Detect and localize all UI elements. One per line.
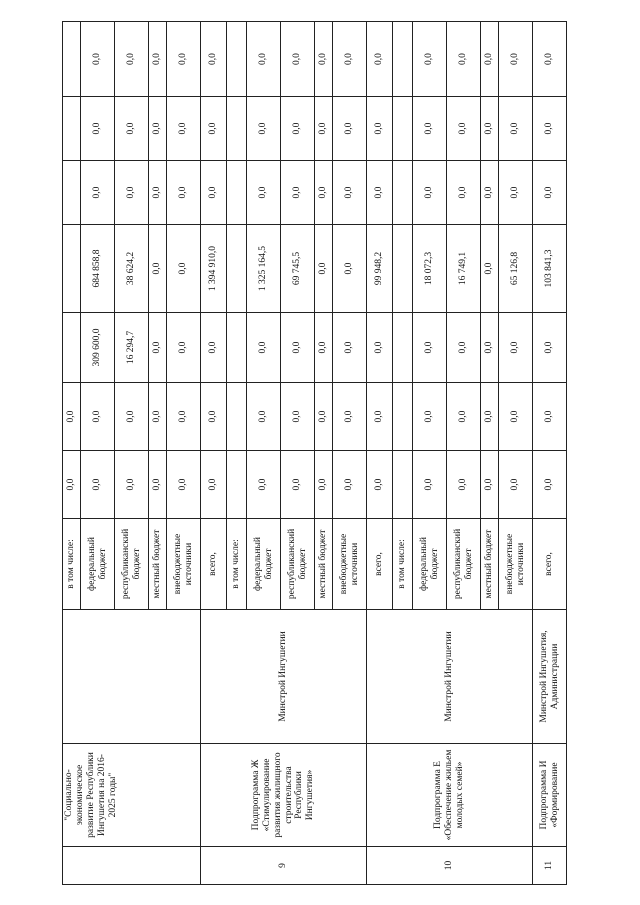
value-cell: 0,0: [247, 97, 281, 161]
value-cell: 0,0: [115, 22, 149, 97]
value-cell: [227, 97, 247, 161]
value-cell: 0,0: [315, 97, 333, 161]
value-cell: 0,0: [333, 22, 367, 97]
value-cell: 65 126,8: [499, 225, 533, 313]
value-cell: 0,0: [333, 313, 367, 383]
value-cell: 0,0: [413, 383, 447, 451]
value-cell: 0,0: [167, 451, 201, 519]
funding-source: всего,: [533, 519, 567, 610]
value-cell: 0,0: [281, 161, 315, 225]
value-cell: 0,0: [201, 22, 227, 97]
value-cell: [393, 313, 413, 383]
value-cell: 0,0: [367, 97, 393, 161]
value-cell: 0,0: [533, 313, 567, 383]
value-cell: 0,0: [81, 451, 115, 519]
value-cell: 0,0: [281, 451, 315, 519]
value-cell: [393, 22, 413, 97]
value-cell: [63, 313, 81, 383]
funding-source: всего,: [201, 519, 227, 610]
value-cell: 103 841,3: [533, 225, 567, 313]
funding-source: в том числе:: [63, 519, 81, 610]
executor: Минстрой Ингушетии: [201, 610, 367, 744]
value-cell: [227, 451, 247, 519]
value-cell: 684 858,8: [81, 225, 115, 313]
value-cell: 18 072,3: [413, 225, 447, 313]
value-cell: 0,0: [167, 225, 201, 313]
value-cell: 0,0: [115, 161, 149, 225]
value-cell: 0,0: [413, 97, 447, 161]
value-cell: [393, 383, 413, 451]
value-cell: 0,0: [81, 97, 115, 161]
row-number: 10: [367, 847, 533, 885]
funding-source: республиканский бюджет: [447, 519, 481, 610]
value-cell: [393, 225, 413, 313]
value-cell: 0,0: [315, 225, 333, 313]
value-cell: 0,0: [533, 451, 567, 519]
funding-source: республиканский бюджет: [115, 519, 149, 610]
value-cell: 1 325 164,5: [247, 225, 281, 313]
value-cell: 0,0: [481, 161, 499, 225]
value-cell: [63, 97, 81, 161]
value-cell: 0,0: [281, 22, 315, 97]
value-cell: [227, 313, 247, 383]
value-cell: 0,0: [447, 22, 481, 97]
value-cell: 99 948,2: [367, 225, 393, 313]
value-cell: 0,0: [115, 383, 149, 451]
value-cell: [63, 22, 81, 97]
value-cell: 0,0: [201, 161, 227, 225]
budget-table: [62, 21, 567, 885]
value-cell: 0,0: [81, 22, 115, 97]
value-cell: 38 624,2: [115, 225, 149, 313]
value-cell: 0,0: [333, 451, 367, 519]
value-cell: 0,0: [247, 451, 281, 519]
executor: Минстрой Ингушетии: [367, 610, 533, 744]
value-cell: 0,0: [281, 383, 315, 451]
value-cell: 0,0: [115, 97, 149, 161]
program-name: "Социально-экономическое развитие Республики Ингушетия на 2016-2025 годы": [63, 744, 201, 847]
value-cell: 0,0: [499, 97, 533, 161]
funding-source: в том числе:: [393, 519, 413, 610]
value-cell: 0,0: [333, 161, 367, 225]
value-cell: 0,0: [201, 313, 227, 383]
value-cell: 0,0: [481, 22, 499, 97]
value-cell: [227, 383, 247, 451]
value-cell: 0,0: [167, 97, 201, 161]
value-cell: 0,0: [333, 225, 367, 313]
value-cell: 0,0: [315, 161, 333, 225]
value-cell: 0,0: [247, 161, 281, 225]
value-cell: 0,0: [481, 225, 499, 313]
value-cell: 0,0: [63, 451, 81, 519]
value-cell: 0,0: [533, 383, 567, 451]
value-cell: 0,0: [481, 451, 499, 519]
value-cell: 0,0: [115, 451, 149, 519]
value-cell: 0,0: [367, 451, 393, 519]
value-cell: 0,0: [247, 22, 281, 97]
value-cell: 0,0: [315, 22, 333, 97]
value-cell: 0,0: [447, 383, 481, 451]
row-number-empty: [63, 847, 201, 885]
value-cell: 0,0: [247, 383, 281, 451]
value-cell: 0,0: [167, 383, 201, 451]
value-cell: 0,0: [481, 313, 499, 383]
funding-source: федеральный бюджет: [247, 519, 281, 610]
value-cell: 0,0: [413, 313, 447, 383]
value-cell: 0,0: [281, 97, 315, 161]
value-cell: 0,0: [81, 383, 115, 451]
value-cell: 0,0: [481, 383, 499, 451]
value-cell: 0,0: [149, 451, 167, 519]
value-cell: 0,0: [167, 313, 201, 383]
value-cell: 0,0: [533, 161, 567, 225]
value-cell: 0,0: [63, 383, 81, 451]
program-name: Подпрограмма Е «Обеспечение жильем молодых семей»: [367, 744, 533, 847]
value-cell: 0,0: [533, 97, 567, 161]
value-cell: 0,0: [413, 22, 447, 97]
value-cell: 0,0: [533, 22, 567, 97]
funding-source: местный бюджет: [481, 519, 499, 610]
funding-source: в том числе:: [227, 519, 247, 610]
row-number: 11: [533, 847, 567, 885]
funding-source: внебюджетные источники: [499, 519, 533, 610]
value-cell: 0,0: [447, 313, 481, 383]
value-cell: [227, 22, 247, 97]
value-cell: 0,0: [149, 225, 167, 313]
value-cell: 0,0: [367, 161, 393, 225]
funding-source: федеральный бюджет: [413, 519, 447, 610]
program-name: Подпрограмма И «Формирование: [533, 744, 567, 847]
funding-source: внебюджетные источники: [167, 519, 201, 610]
value-cell: 0,0: [201, 451, 227, 519]
value-cell: 0,0: [201, 383, 227, 451]
funding-source: всего,: [367, 519, 393, 610]
value-cell: 0,0: [333, 383, 367, 451]
value-cell: [227, 225, 247, 313]
value-cell: 16 294,7: [115, 313, 149, 383]
value-cell: 0,0: [499, 22, 533, 97]
funding-source: внебюджетные источники: [333, 519, 367, 610]
value-cell: 0,0: [201, 97, 227, 161]
value-cell: [393, 451, 413, 519]
value-cell: 0,0: [499, 451, 533, 519]
value-cell: 0,0: [149, 383, 167, 451]
value-cell: 0,0: [499, 383, 533, 451]
value-cell: 0,0: [447, 161, 481, 225]
value-cell: 0,0: [315, 383, 333, 451]
value-cell: 0,0: [447, 451, 481, 519]
value-cell: 0,0: [247, 313, 281, 383]
value-cell: 0,0: [149, 313, 167, 383]
value-cell: 0,0: [149, 22, 167, 97]
value-cell: 0,0: [367, 313, 393, 383]
value-cell: 0,0: [499, 313, 533, 383]
value-cell: [227, 161, 247, 225]
value-cell: [63, 161, 81, 225]
value-cell: 0,0: [447, 97, 481, 161]
row-number: 9: [201, 847, 367, 885]
value-cell: 309 600,0: [81, 313, 115, 383]
value-cell: 0,0: [333, 97, 367, 161]
funding-source: местный бюджет: [149, 519, 167, 610]
value-cell: 0,0: [499, 161, 533, 225]
value-cell: [393, 161, 413, 225]
value-cell: 69 745,5: [281, 225, 315, 313]
value-cell: [63, 225, 81, 313]
value-cell: 0,0: [367, 383, 393, 451]
program-name: Подпрограмма Ж «Стимулирование развития жилищного строительства Республики Ингушетия»: [201, 744, 367, 847]
value-cell: 0,0: [81, 161, 115, 225]
value-cell: 0,0: [315, 313, 333, 383]
value-cell: 0,0: [167, 22, 201, 97]
value-cell: 0,0: [281, 313, 315, 383]
value-cell: 16 749,1: [447, 225, 481, 313]
value-cell: 0,0: [413, 451, 447, 519]
funding-source: местный бюджет: [315, 519, 333, 610]
value-cell: 0,0: [413, 161, 447, 225]
value-cell: [393, 97, 413, 161]
value-cell: 0,0: [315, 451, 333, 519]
value-cell: 0,0: [167, 161, 201, 225]
value-cell: 0,0: [149, 161, 167, 225]
value-cell: 1 394 910,0: [201, 225, 227, 313]
value-cell: 0,0: [367, 22, 393, 97]
funding-source: федеральный бюджет: [81, 519, 115, 610]
value-cell: 0,0: [481, 97, 499, 161]
executor: Минстрой Ингушетия, Администрации: [533, 610, 567, 744]
funding-source: республиканский бюджет: [281, 519, 315, 610]
executor-empty: [63, 610, 201, 744]
value-cell: 0,0: [149, 97, 167, 161]
